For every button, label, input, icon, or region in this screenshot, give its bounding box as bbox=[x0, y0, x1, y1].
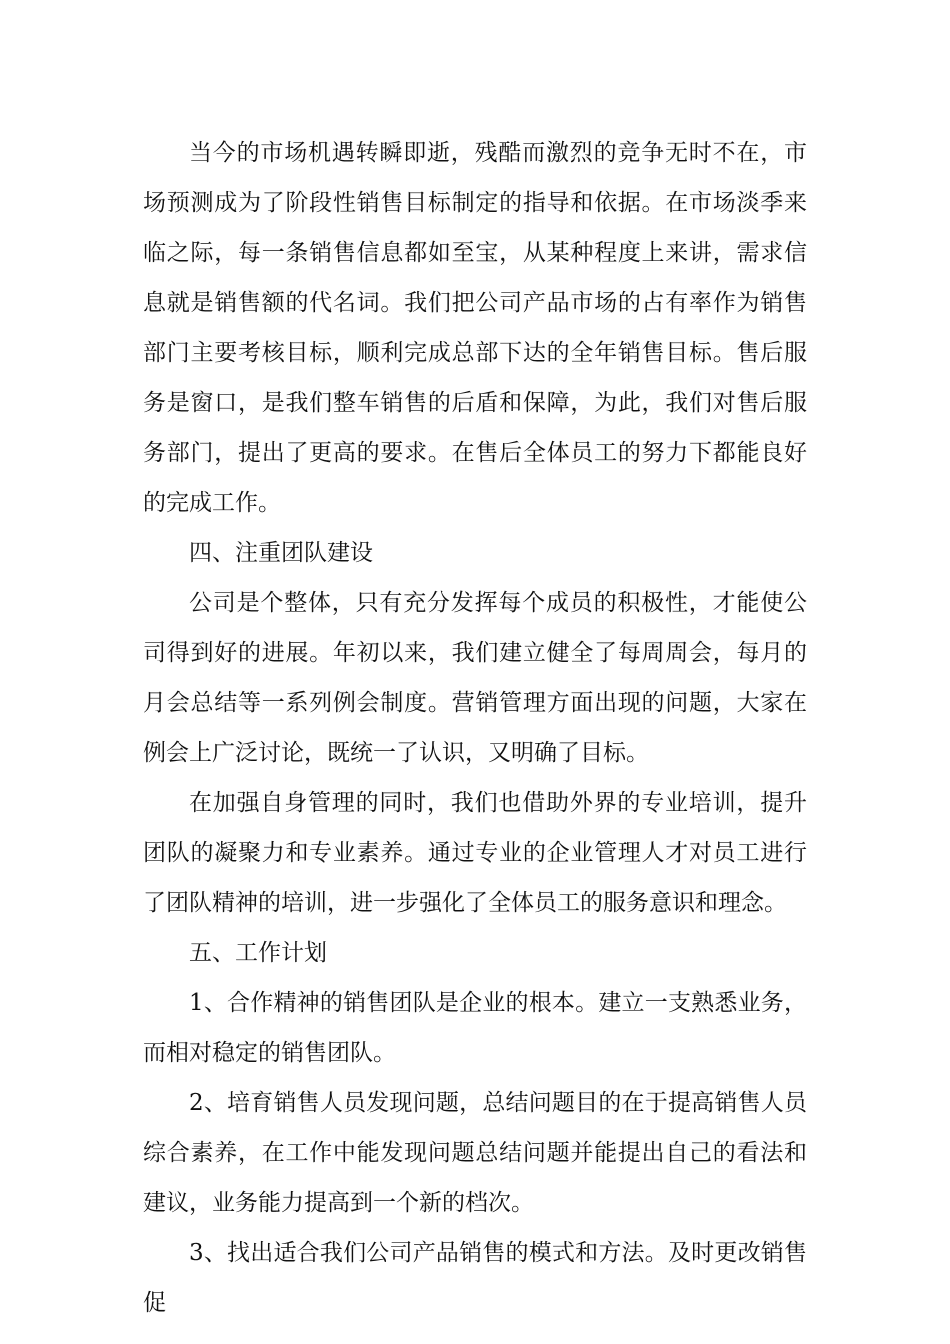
paragraph-training: 在加强自身管理的同时，我们也借助外界的专业培训，提升团队的凝聚力和专业素养。通过专业的企业管理人才对员工进行了团队精神的培训，进一步强化了全体员工的服务意识和理念。 bbox=[143, 790, 807, 916]
plan-item-3: 3、找出适合我们公司产品销售的模式和方法。及时更改销售促 bbox=[143, 1240, 807, 1316]
section-heading-team-building: 四、注重团队建设 bbox=[189, 540, 373, 566]
document-body bbox=[143, 128, 807, 1328]
plan-item-2: 2、培育销售人员发现问题，总结问题目的在于提高销售人员综合素养，在工作中能发现问题总结问题并能提出自己的看法和建议，业务能力提高到一个新的档次。 bbox=[143, 1090, 807, 1216]
section-heading-work-plan: 五、工作计划 bbox=[189, 940, 327, 966]
paragraph-market-forecast: 当今的市场机遇转瞬即逝，残酷而激烈的竞争无时不在，市场预测成为了阶段性销售目标制定的指导和依据。在市场淡季来临之际，每一条销售信息都如至宝，从某种程度上来讲，需求信息就是销售额的代名词。我们把公司产品市场的占有率作为销售部门主要考核目标，顺利完成总部下达的全年销售目标。售后服务是窗口，是我们整车销售的后盾和保障，为此，我们对售后服务部门，提出了更高的要求。在售后全体员工的努力下都能良好的完成工作。 bbox=[143, 140, 807, 516]
plan-item-1: 1、合作精神的销售团队是企业的根本。建立一支熟悉业务，而相对稳定的销售团队。 bbox=[143, 990, 807, 1066]
paragraph-team-whole: 公司是个整体，只有充分发挥每个成员的积极性，才能使公司得到好的进展。年初以来，我们建立健全了每周周会，每月的月会总结等一系列例会制度。营销管理方面出现的问题，大家在例会上广泛讨论，既统一了认识，又明确了目标。 bbox=[143, 590, 807, 766]
